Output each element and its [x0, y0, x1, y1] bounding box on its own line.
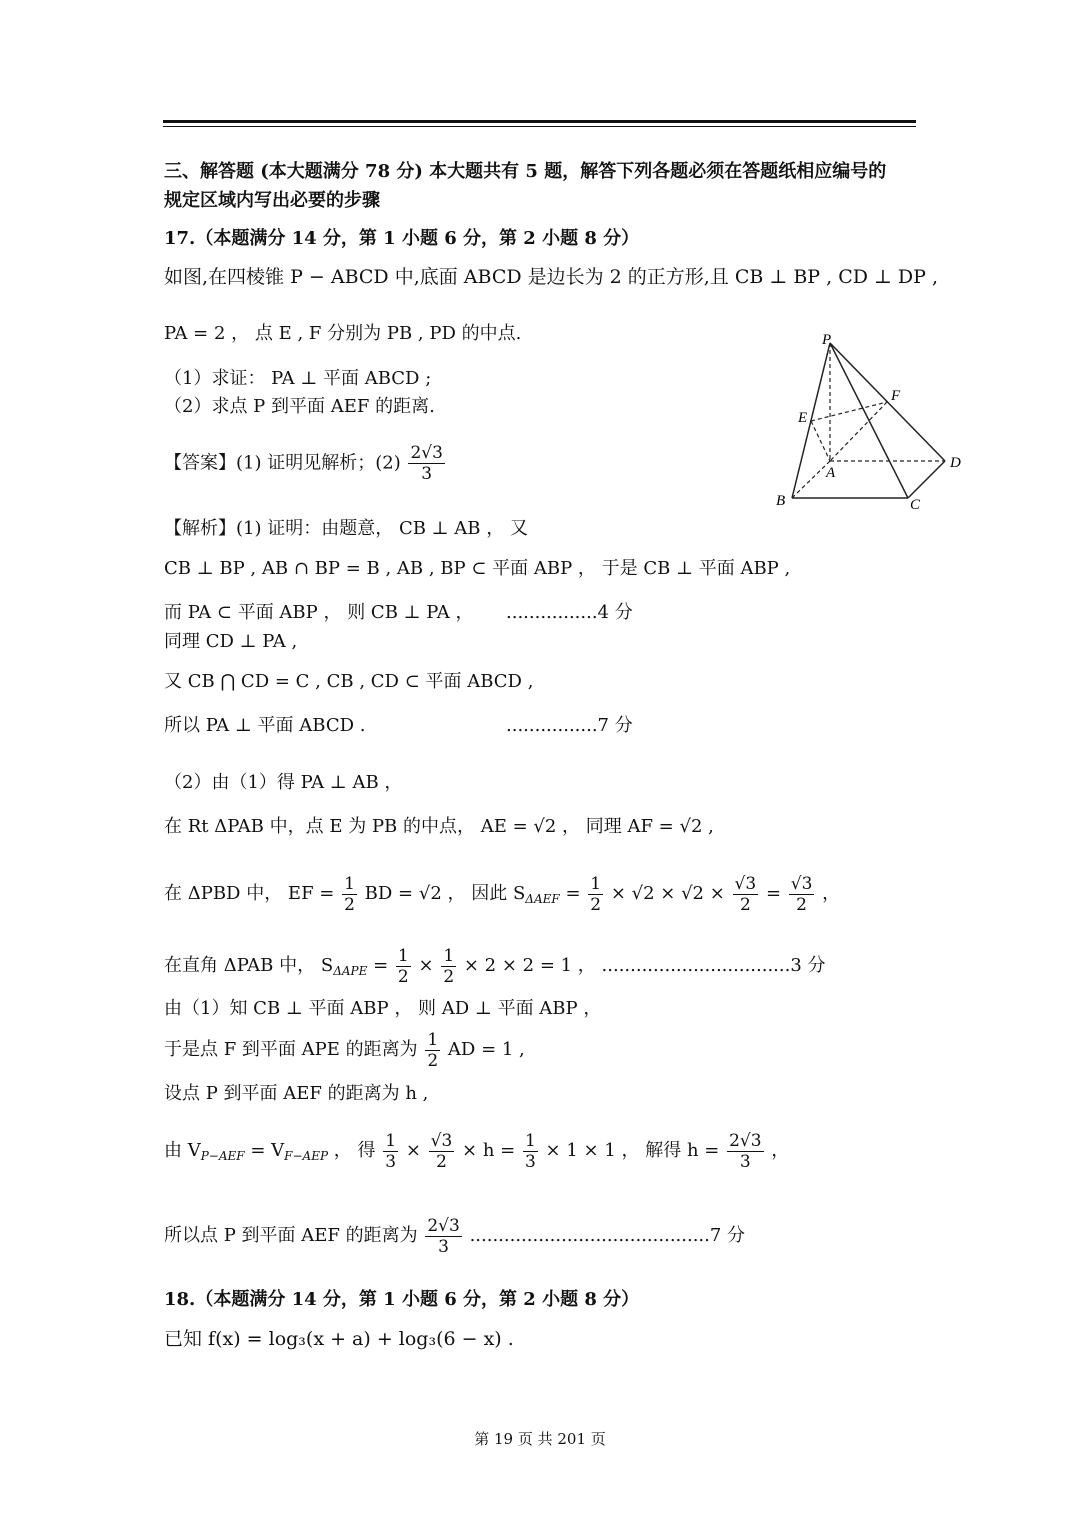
score-3: .................................3 分 [601, 955, 826, 976]
answer-line [164, 443, 447, 484]
answer-prefix: 【答案】(1) 证明见解析；(2) [164, 452, 401, 474]
frac-half-3: $\frac{1}{2}$ [397, 945, 409, 987]
problem17-q2: （2）求点 P 到平面 AEF 的距离. [164, 396, 435, 417]
page-footer: 第 19 页 共 201 页 [474, 1430, 606, 1448]
frac-third: $\frac{1}{3}$ [385, 1130, 397, 1172]
solution-line4: 同理 CD ⊥ PA , [164, 631, 298, 652]
problem17-header: 17.（本题满分 14 分，第 1 小题 6 分，第 2 小题 8 分） [164, 228, 640, 249]
solution-line14: 由 $V_{P-AEF} = V_{F-AEP}$ ， 得 $\frac{1}{3}$ × $\frac{√3}{2}$ × h = $\frac{1}{3}$ × 1 × 1 ， 解得 h = $\frac{2√3}{3}$ ， [164, 1130, 790, 1172]
frac-2root3-over-3-b: $\frac{2√3}{3}$ [427, 1215, 460, 1257]
edge-AF [830, 402, 887, 461]
edge-CD [908, 461, 945, 498]
solution-line6: 所以 PA ⊥ 平面 ABCD . ................7 分 [164, 715, 633, 736]
solution-line9: 在 ΔPBD 中， EF = $\frac{1}{2}$ BD = √2 ， 因此 $S_{\Delta AEF}$ = $\frac{1}{2}$ × √2 × √2 × $\frac{√3}{2}$ = $\frac{√3}{2}$ ， [164, 873, 841, 915]
frac-half-2: $\frac{1}{2}$ [590, 873, 602, 915]
edge-AB [792, 461, 830, 498]
solution-line15: 所以点 P 到平面 AEF 的距离为 $\frac{2√3}{3}$ ..........................................7 分 [164, 1215, 746, 1257]
solution-line2: CB ⊥ BP , AB ∩ BP = B , AB , BP ⊂ 平面 ABP ， 于是 CB ⊥ 平面 ABP , [164, 558, 791, 579]
frac-root3-over-2-b: $\frac{√3}{2}$ [790, 873, 813, 915]
problem18-stem: 已知 f(x) = log₃(x + a) + log₃(6 − x) . [164, 1328, 514, 1350]
section-header-line2: 规定区域内写出必要的步骤 [164, 190, 380, 211]
score-7a: ................7 分 [506, 715, 633, 736]
score-4: ................4 分 [506, 602, 633, 623]
problem17-stem-line2: PA = 2 ， 点 E , F 分别为 PB , PD 的中点. [164, 323, 522, 344]
problem18-header: 18.（本题满分 14 分，第 1 小题 6 分，第 2 小题 8 分） [164, 1289, 640, 1310]
solution-line12: 于是点 F 到平面 APE 的距离为 $\frac{1}{2}$ AD = 1 , [164, 1029, 525, 1071]
frac-root3-over-2-c: $\frac{√3}{2}$ [430, 1130, 453, 1172]
problem17-q1: （1）求证： PA ⊥ 平面 ABCD ; [164, 368, 432, 389]
pyramid-figure [770, 330, 970, 520]
frac-root3-over-2: $\frac{√3}{2}$ [734, 873, 757, 915]
label-B: B [776, 493, 786, 509]
edge-EF [811, 402, 887, 421]
header-rule-thick [163, 120, 916, 123]
frac-2root3-over-3: $\frac{2√3}{3}$ [729, 1130, 762, 1172]
section-header-line1: 三、解答题 (本大题满分 78 分) 本大题共有 5 题，解答下列各题必须在答题纸相应编号的 [164, 161, 887, 182]
solution-line3: 而 PA ⊂ 平面 ABP ， 则 CB ⊥ PA ， ................4 分 [164, 602, 633, 623]
solution-line7: （2）由（1）得 PA ⊥ AB ， [164, 772, 403, 793]
header-rule-thin [163, 126, 916, 127]
answer-fraction: $\frac{2√3}{3}$ [410, 443, 443, 484]
frac-half: $\frac{1}{2}$ [344, 873, 355, 915]
solution-line8: 在 Rt ΔPAB 中，点 E 为 PB 的中点， AE = √2 ， 同理 AF = √2 , [164, 816, 714, 837]
solution-line10: 在直角 ΔPAB 中， $S_{\Delta APE}$ = $\frac{1}{2}$ × $\frac{1}{2}$ × 2 × 2 = 1 ， .................................3 分 [164, 945, 826, 987]
solution-line13: 设点 P 到平面 AEF 的距离为 h , [164, 1083, 429, 1104]
label-F: F [891, 388, 901, 404]
score-7b: ..........................................7 分 [469, 1225, 746, 1246]
solution-line11: 由（1）知 CB ⊥ 平面 ABP ， 则 AD ⊥ 平面 ABP ， [164, 998, 602, 1019]
problem17-stem-line1: 如图,在四棱锥 P − ABCD 中,底面 ABCD 是边长为 2 的正方形,且 CB ⊥ BP , CD ⊥ DP , [164, 266, 939, 288]
edge-AE [811, 421, 830, 461]
label-P: P [822, 332, 832, 348]
label-D: D [950, 455, 961, 471]
label-E: E [798, 410, 808, 426]
solution-line1: 【解析】(1) 证明：由题意， CB ⊥ AB ， 又 [164, 518, 528, 539]
frac-half-5: $\frac{1}{2}$ [427, 1029, 439, 1071]
label-C: C [910, 497, 921, 513]
frac-half-4: $\frac{1}{2}$ [443, 945, 455, 987]
solution-line5: 又 CB ⋂ CD = C , CB , CD ⊂ 平面 ABCD , [164, 671, 534, 692]
edge-PC [830, 343, 908, 498]
label-A: A [826, 465, 836, 481]
frac-third-2: $\frac{1}{3}$ [524, 1130, 536, 1172]
